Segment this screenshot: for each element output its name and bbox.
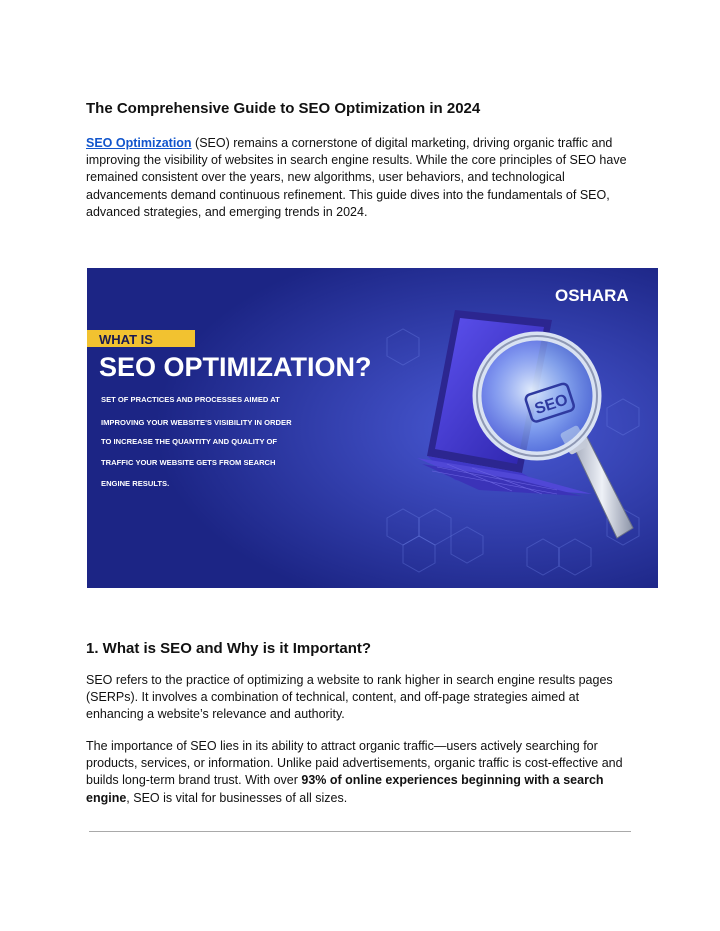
- hero-illustration: [87, 268, 658, 588]
- hero-desc-line: SET OF PRACTICES AND PROCESSES AIMED AT: [101, 395, 280, 404]
- seo-definition-paragraph: SEO refers to the practice of optimizing a website to rank higher in search engine results pages (SERPs). It involves a combination of technical, content, and off-page strategies aimed at enhancing a website’s relevance and authority.: [86, 673, 613, 722]
- hero-image: [87, 268, 658, 588]
- seo-optimization-link[interactable]: SEO Optimization: [86, 136, 192, 150]
- hero-tag: WHAT IS: [99, 332, 153, 347]
- importance-stat: 93% of online experiences beginning with a search engine: [86, 773, 604, 805]
- hero-desc-line: ENGINE RESULTS.: [101, 479, 170, 488]
- lens-label: SEO: [532, 391, 571, 419]
- hero-headline: SEO OPTIMIZATION?: [99, 352, 372, 382]
- hero-desc-line: IMPROVING YOUR WEBSITE'S VISIBILITY IN ORDER: [101, 418, 292, 427]
- intro-text: (SEO) remains a cornerstone of digital marketing, driving organic traffic and improving the visibility of websites in search engine results. While the core principles of SEO have remained consistent over the years, new algorithms, user behaviors, and technological advancements demand continuous refinement. This guide dives into the fundamentals of SEO, advanced strategies, and emerging trends in 2024.: [86, 136, 627, 219]
- hero-brand: OSHARA: [555, 286, 629, 305]
- hero-desc-line: TRAFFIC YOUR WEBSITE GETS FROM SEARCH: [101, 458, 276, 467]
- importance-text: The importance of SEO lies in its ability to attract organic traffic—users actively searching for products, services, or information. Unlike paid advertisements, organic traffic is cost-effective and builds long-term brand trust. With over: [86, 739, 623, 788]
- hero-desc-line: TO INCREASE THE QUANTITY AND QUALITY OF: [101, 437, 278, 446]
- section-heading: 1. What is SEO and Why is it Important?: [86, 640, 372, 657]
- page-title: The Comprehensive Guide to SEO Optimization in 2024: [86, 100, 481, 117]
- seo-importance-paragraph: [86, 738, 636, 807]
- importance-text-end: , SEO is vital for businesses of all sizes.: [126, 790, 348, 805]
- horizontal-divider: [89, 831, 631, 832]
- intro-paragraph: [86, 135, 636, 221]
